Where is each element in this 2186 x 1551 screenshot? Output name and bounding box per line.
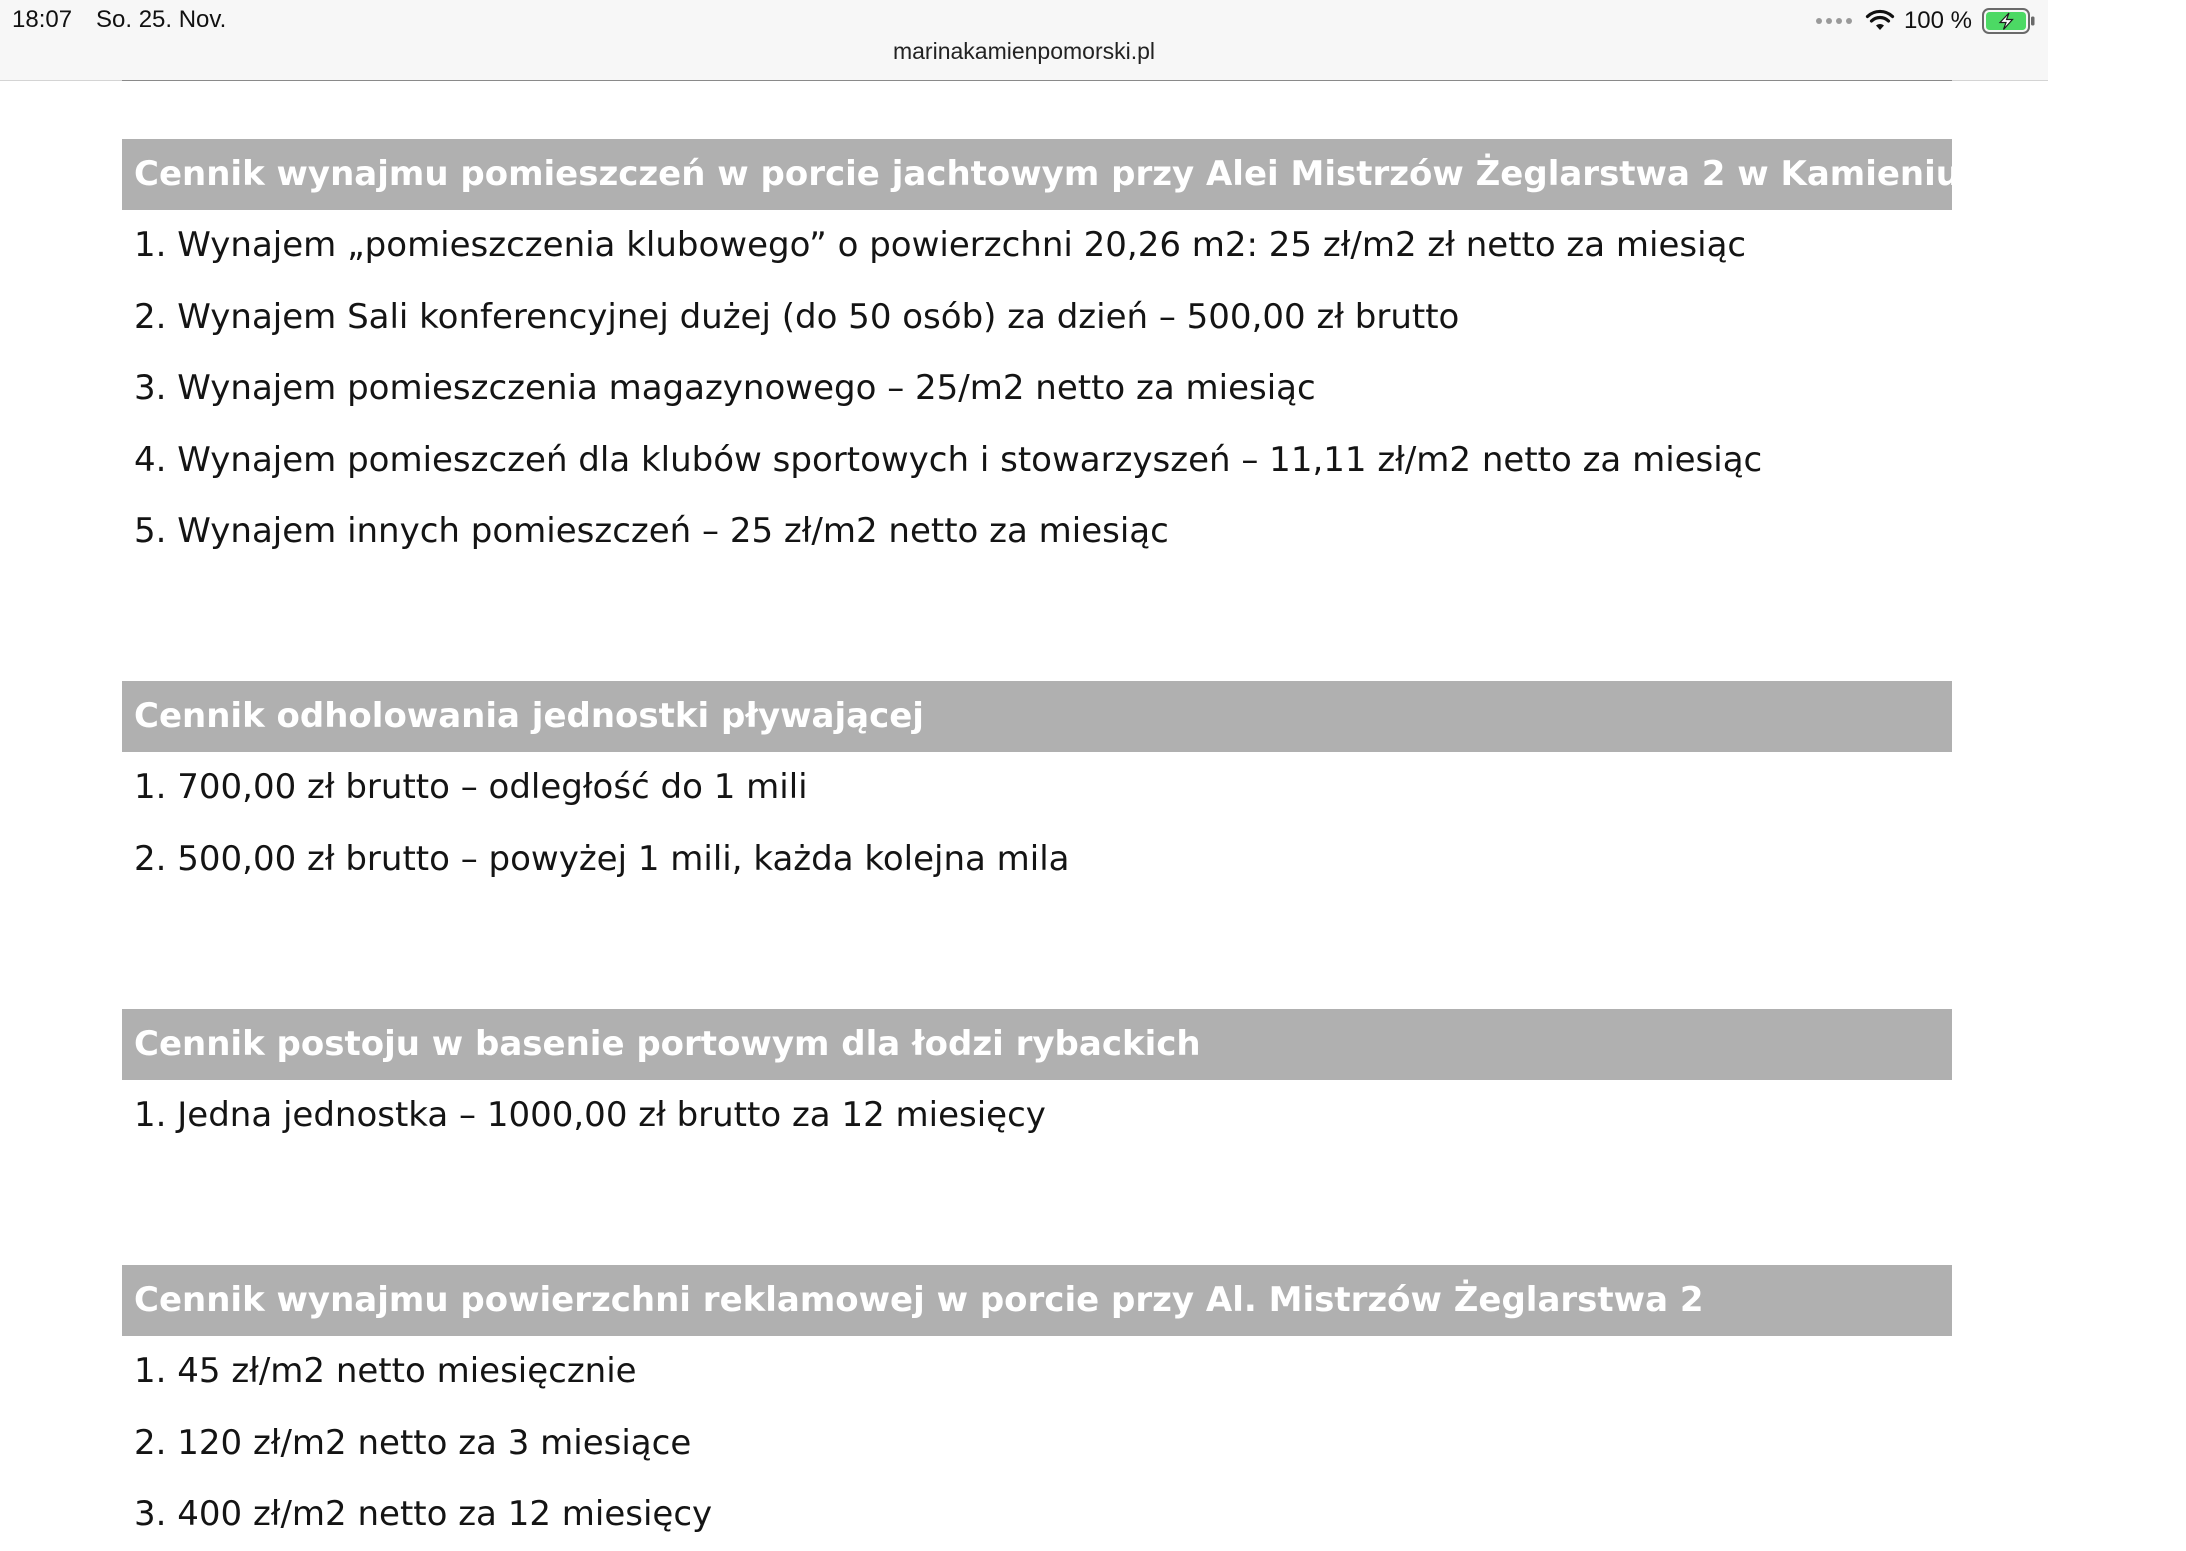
status-bar — [0, 0, 2048, 81]
list-item: 2. 500,00 zł brutto – powyżej 1 mili, każda kolejna mila — [134, 838, 1070, 879]
battery-charging-icon — [1982, 8, 2036, 34]
section-header: Cennik postoju w basenie portowym dla łodzi rybackich — [122, 1009, 1952, 1080]
top-divider — [122, 80, 1952, 81]
wifi-icon — [1866, 10, 1894, 32]
list-item: 2. Wynajem Sali konferencyjnej dużej (do 50 osób) za dzień – 500,00 zł brutto — [134, 296, 1460, 337]
section-header: Cennik wynajmu powierzchni reklamowej w porcie przy Al. Mistrzów Żeglarstwa 2 — [122, 1265, 1952, 1336]
section-advertising-space — [122, 1265, 1952, 1551]
status-indicators — [1816, 6, 2036, 36]
list-item: 5. Wynajem innych pomieszczeń – 25 zł/m2 netto za miesiąc — [134, 511, 1169, 551]
status-time: 18:07 — [12, 6, 73, 33]
list-item: 1. Wynajem „pomieszczenia klubowego” o powierzchni 20,26 m2: 25 zł/m2 zł netto za miesiąc — [134, 225, 1747, 265]
status-date: So. 25. Nov. — [96, 6, 227, 33]
list-item: 1. Jedna jednostka – 1000,00 zł brutto za 12 miesięcy — [134, 1095, 1046, 1135]
list-item: 2. 120 zł/m2 netto za 3 miesiące — [134, 1422, 692, 1463]
cellular-dots-icon — [1816, 18, 1852, 24]
section-fishing-boat-mooring — [122, 1009, 1952, 1152]
list-item: 4. Wynajem pomieszczeń dla klubów sportowych i stowarzyszeń – 11,11 zł/m2 netto za miesiąc — [134, 439, 1763, 480]
section-header: Cennik odholowania jednostki pływającej — [122, 681, 1952, 752]
list-item: 3. Wynajem pomieszczenia magazynowego – 25/m2 netto za miesiąc — [134, 368, 1316, 408]
section-room-rental — [122, 139, 2186, 568]
section-towing — [122, 681, 1952, 895]
list-item: 1. 700,00 zł brutto – odległość do 1 mili — [134, 767, 808, 807]
list-item: 3. 400 zł/m2 netto za 12 miesięcy — [134, 1494, 713, 1534]
url-bar[interactable]: marinakamienpomorski.pl — [892, 38, 1156, 64]
section-header: Cennik wynajmu pomieszczeń w porcie jachtowym przy Alei Mistrzów Żeglarstwa 2 w Kamieniu Pomorskim — [122, 139, 1952, 210]
battery-percent: 100 % — [1903, 7, 1972, 34]
list-item: 1. 45 zł/m2 netto miesięcznie — [134, 1351, 637, 1391]
